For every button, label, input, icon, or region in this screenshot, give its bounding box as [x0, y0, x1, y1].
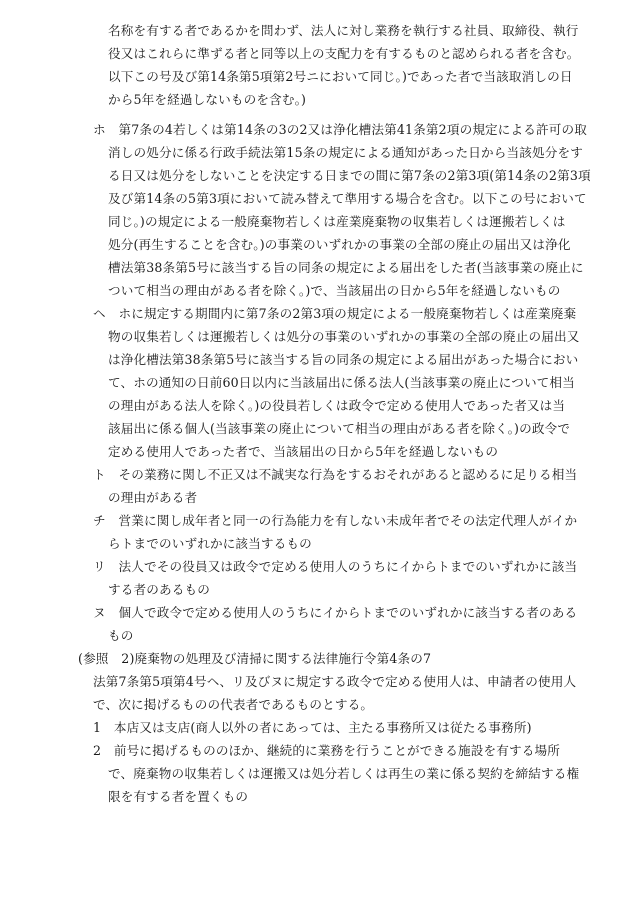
text-line: 処分(再生することを含む。)の事業のいずれかの事業の全部の廃止の届出又は浄化 — [108, 237, 571, 252]
text-line: 物の収集若しくは運搬若しくは処分の事業のいずれかの事業の全部の廃止の届出又 — [108, 329, 580, 344]
text-line: 法第7条第5項第4号ヘ、リ及びヌに規定する政令で定める使用人は、申請者の使用人 — [93, 674, 577, 689]
text-line: 限を有する者を置くもの — [108, 789, 249, 804]
text-line: 槽法第38条第5号に該当する旨の同条の規定による届出をした者(当該事業の廃止に — [108, 260, 584, 275]
text-line: る日又は処分をしないことを決定する日までの間に第7条の2第3項(第14条の2第3項 — [108, 168, 591, 183]
text-line: 役又はこれらに準ずる者と同等以上の支配力を有するものと認められる者を含む。 — [108, 46, 580, 61]
text-line: 及び第14条の5第3項において読み替えて準用する場合を含む。以下この号において — [108, 191, 587, 206]
text-line: の理由がある法人を除く。)の役員若しくは政令で定める使用人であった者又は当 — [108, 398, 566, 413]
text-line: で、次に掲げるものの代表者であるものとする。 — [93, 697, 374, 712]
reference-heading: (参照 2)廃棄物の処理及び清掃に関する法律施行令第4条の7 — [78, 651, 432, 666]
text-line: で、廃棄物の収集若しくは運搬又は処分若しくは再生の業に係る契約を締結する権 — [108, 766, 580, 781]
text-line: 定める使用人であった者で、当該届出の日から5年を経過しないもの — [108, 444, 499, 459]
text-line: から5年を経過しないものを含む。) — [108, 92, 307, 107]
item-ri: リ 法人でその役員又は政令で定める使用人のうちにイからトまでのいずれかに該当 — [93, 559, 578, 574]
item-to: ト その業務に関し不正又は不誠実な行為をするおそれがあると認めるに足りる相当 — [93, 467, 578, 482]
item-ho: ホ 第7条の4若しくは第14条の3の2又は浄化槽法第41条第2項の規定による許可の取 — [93, 122, 588, 137]
text-line: 消しの処分に係る行政手続法第15条の規定による通知があった日から当該処分をす — [108, 145, 583, 160]
item-chi: チ 営業に関し成年者と同一の行為能力を有しない未成年者でその法定代理人がイか — [93, 513, 578, 528]
text-line: らトまでのいずれかに該当するもの — [108, 536, 312, 551]
text-line: 同じ。)の規定による一般廃棄物若しくは産業廃棄物の収集若しくは運搬若しくは — [108, 214, 566, 229]
list-item-1: 1 本店又は支店(商人以外の者にあっては、主たる事務所又は従たる事務所) — [93, 720, 532, 735]
text-line: て、ホの通知の日前60日以内に当該届出に係る法人(当該事業の廃止について相当 — [108, 375, 575, 390]
list-item-2: 2 前号に掲げるもののほか、継続的に業務を行うことができる施設を有する場所 — [93, 743, 560, 758]
text-line: は浄化槽法第38条第5号に該当する旨の同条の規定による届出があった場合におい — [108, 352, 579, 367]
text-line: もの — [108, 628, 134, 643]
text-line: 以下この号及び第14条第5項第2号ニにおいて同じ。)であった者で当該取消しの日 — [108, 69, 573, 84]
text-line: 該届出に係る個人(当該事業の廃止について相当の理由がある者を除く。)の政令で — [108, 421, 571, 436]
text-line: の理由がある者 — [108, 490, 198, 505]
item-nu: ヌ 個人で政令で定める使用人のうちにイからトまでのいずれかに該当する者のある — [93, 605, 578, 620]
text-line: ついて相当の理由がある者を除く。)で、当該届出の日から5年を経過しないもの — [108, 283, 561, 298]
text-line: する者のあるもの — [108, 582, 210, 597]
text-line: 名称を有する者であるかを問わず、法人に対し業務を執行する社員、取締役、執行 — [108, 23, 579, 38]
item-he: ヘ ホに規定する期間内に第7条の2第3項の規定による一般廃棄物若しくは産業廃棄 — [93, 306, 577, 321]
